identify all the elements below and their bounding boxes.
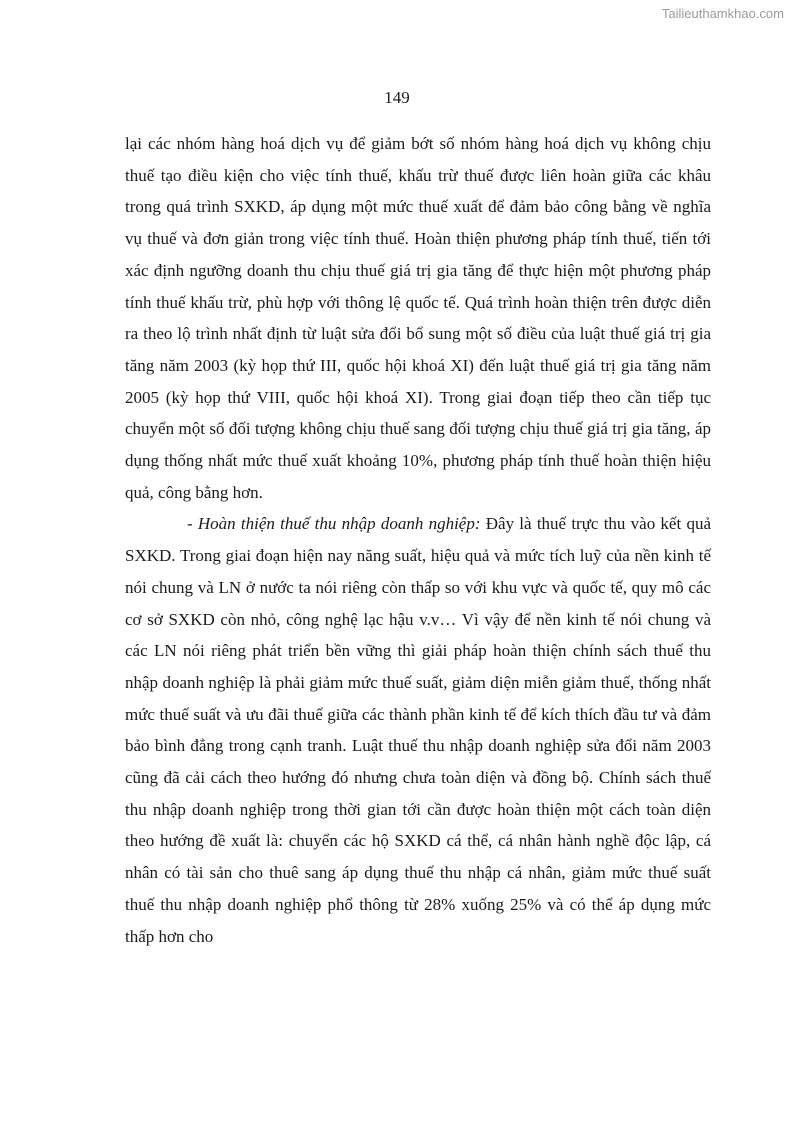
paragraph-corporate-income-tax xyxy=(125,508,711,952)
paragraph-body-text: Đây là thuế trực thu vào kết quả SXKD. Trong giai đoạn hiện nay năng suất, hiệu quả và mức tích luỹ của nền kinh tế nói chung và LN ở nước ta nói riêng còn thấp so với khu vực và quốc tế, quy mô các cơ sở SXKD còn nhỏ, công nghệ lạc hậu v.v… Vì vậy để nền kinh tế nói chung và các LN nói riêng phát triển bền vững thì giải pháp hoàn thiện chính sách thuế thu nhập doanh nghiệp là phải giảm mức thuế suất, giảm diện miễn giảm thuế, thống nhất mức thuế suất và ưu đãi thuế giữa các thành phần kinh tế để kích thích đầu tư và đảm bảo bình đẳng trong cạnh tranh. Luật thuế thu nhập doanh nghiệp sửa đổi năm 2003 cũng đã cải cách theo hướng đó nhưng chưa toàn diện và đồng bộ. Chính sách thuế thu nhập doanh nghiệp trong thời gian tới cần được hoàn thiện một cách toàn diện theo hướng đề xuất là: chuyển các hộ SXKD cá thể, cá nhân hành nghề độc lập, cá nhân có tài sản cho thuê sang áp dụng thuế thu nhập cá nhân, giảm mức thuế suất thuế thu nhập doanh nghiệp phổ thông từ 28% xuống 25% và có thể áp dụng mức thấp hơn cho xyxy=(125,514,711,946)
page-number: 149 xyxy=(384,88,410,107)
paragraph-heading-emphasis: Hoàn thiện thuế thu nhập doanh nghiệp: xyxy=(197,514,481,534)
paragraph-dash: - xyxy=(187,514,198,534)
paragraph-vat-continuation: lại các nhóm hàng hoá dịch vụ để giảm bớt số nhóm hàng hoá dịch vụ không chịu thuế tạo điều kiện cho việc tính thuế, khấu trừ thuế được liên hoàn giữa các khâu trong quá trình SXKD, áp dụng một mức thuế xuất để đảm bảo công bằng về nghĩa vụ thuế và đơn giản trong việc tính thuế. Hoàn thiện phương pháp tính thuế, tiến tới xác định ngưỡng doanh thu chịu thuế giá trị gia tăng để thực hiện một phương pháp tính thuế khấu trừ, phù hợp với thông lệ quốc tế. Quá trình hoàn thiện trên được diễn ra theo lộ trình nhất định từ luật sửa đổi bổ sung một số điều của luật thuế giá trị gia tăng năm 2003 (kỳ họp thứ III, quốc hội khoá XI) đến luật thuế giá trị gia tăng năm 2005 (kỳ họp thứ VIII, quốc hội khoá XI). Trong giai đoạn tiếp theo cần tiếp tục chuyển một số đối tượng không chịu thuế sang đối tượng chịu thuế giá trị gia tăng, áp dụng thống nhất mức thuế xuất khoảng 10%, phương pháp tính thuế hoàn thiện hiệu quả, công bằng hơn. xyxy=(125,134,711,502)
document-body xyxy=(125,128,711,952)
watermark: Tailieuthamkhao.com xyxy=(661,6,784,21)
